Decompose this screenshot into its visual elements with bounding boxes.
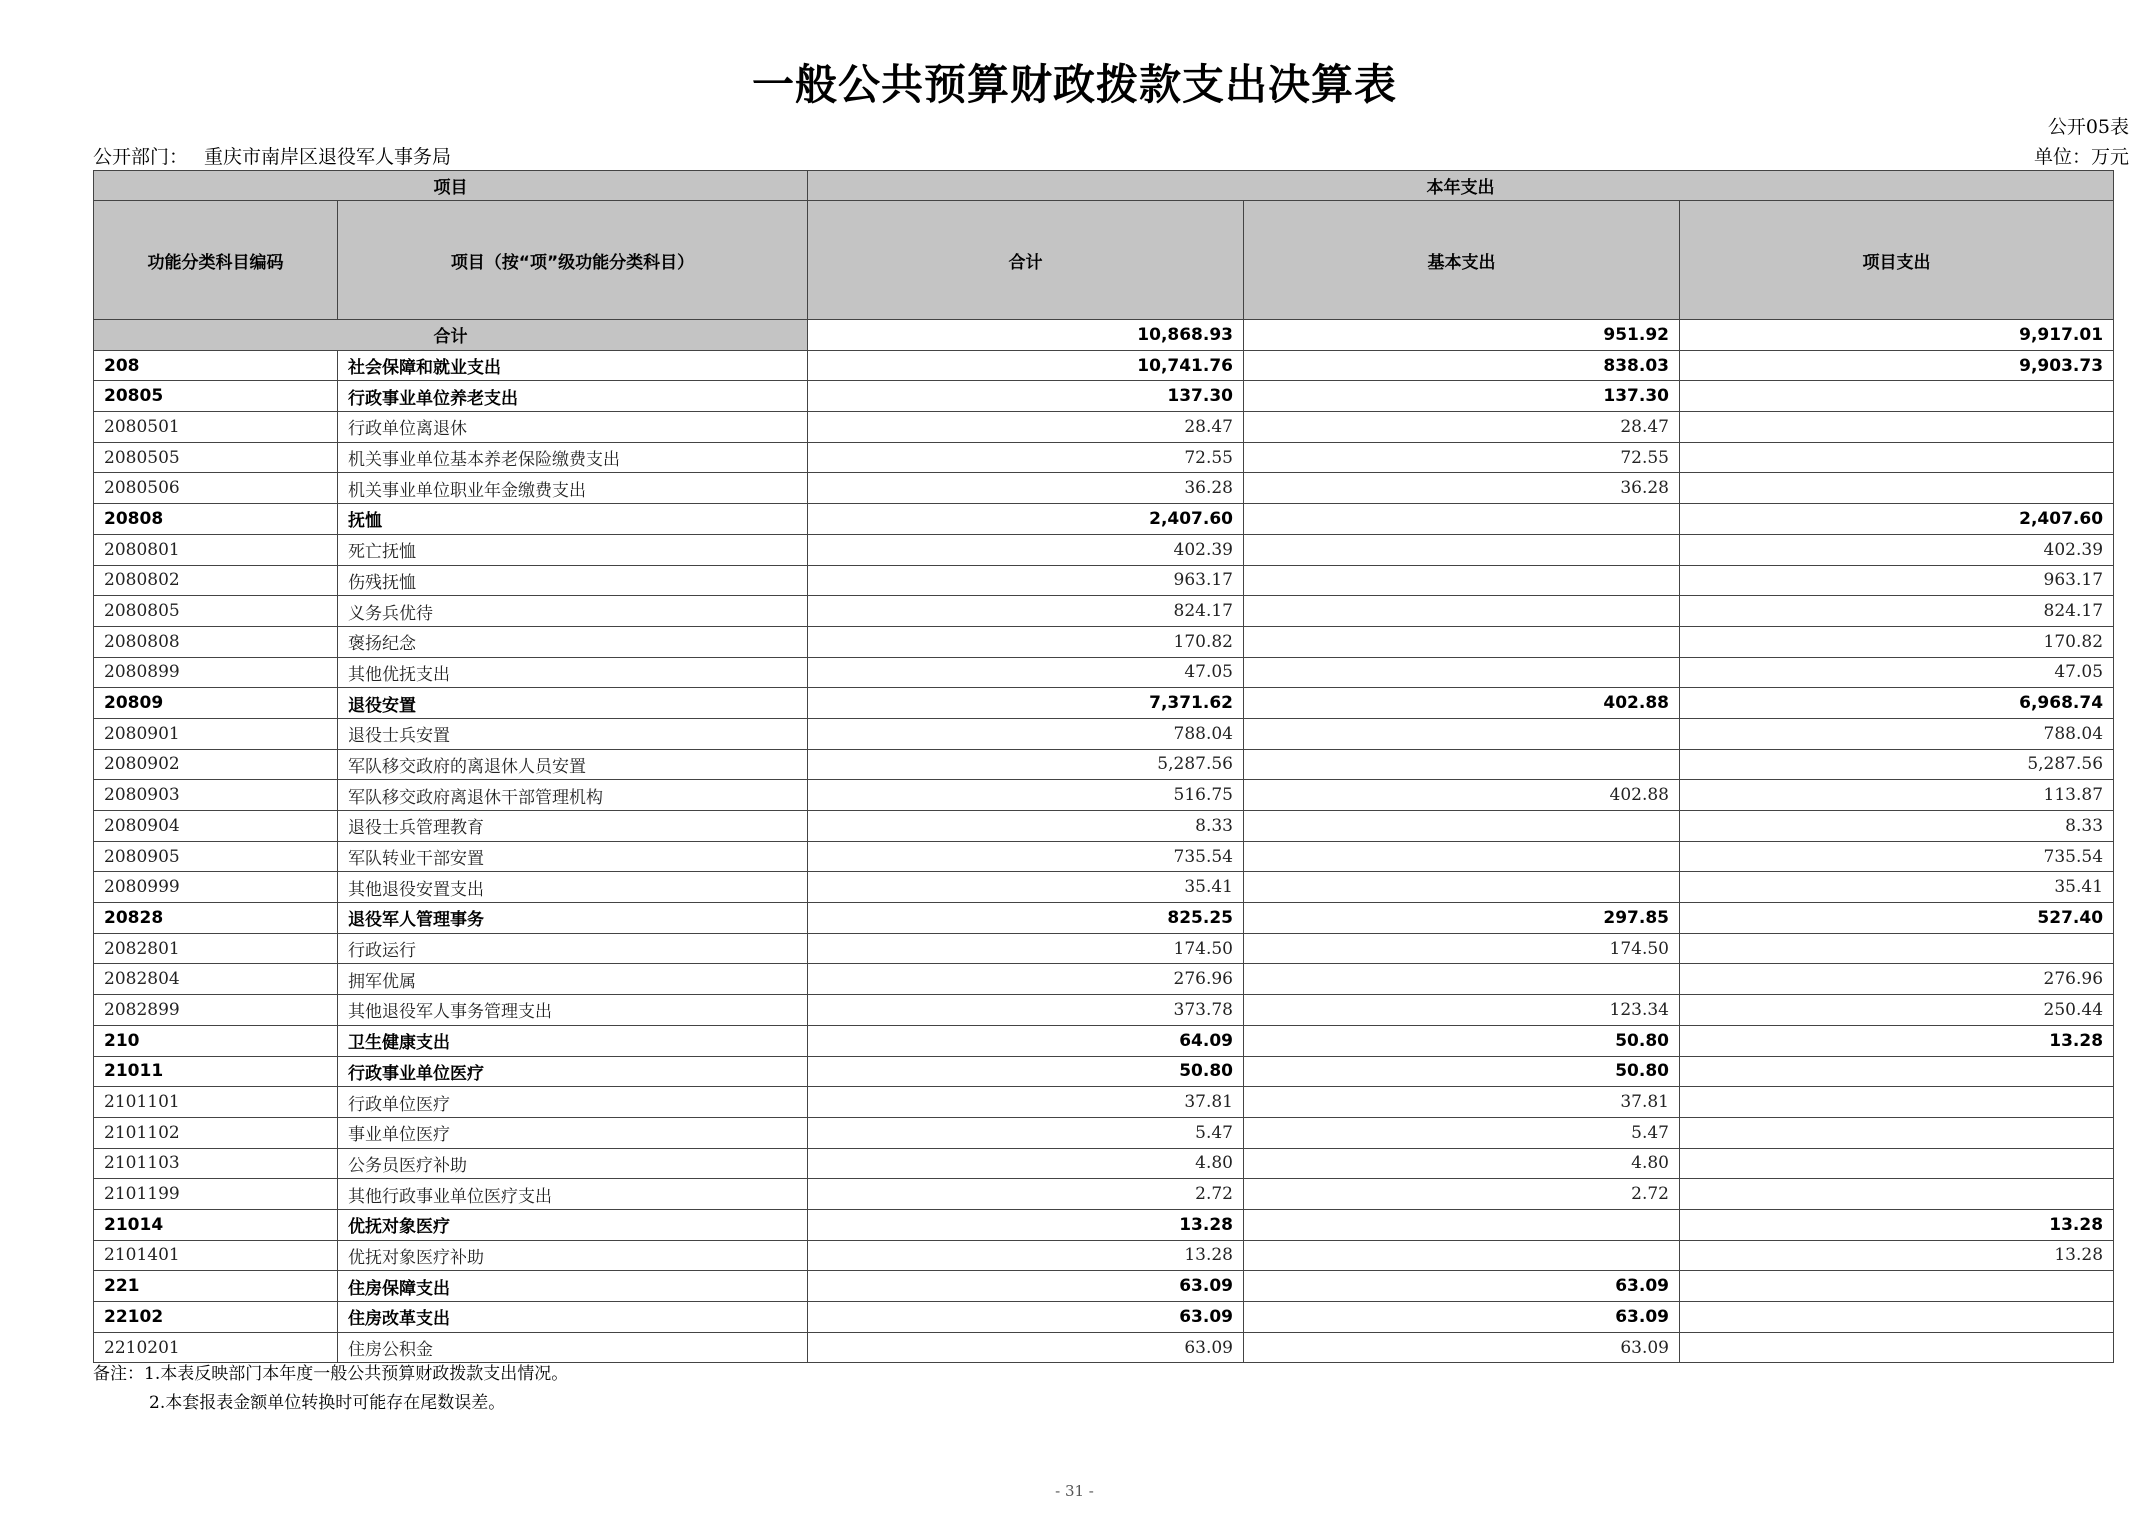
row-project <box>1680 1087 2114 1118</box>
row-code: 2080902 <box>94 749 338 780</box>
table-row <box>94 933 2114 964</box>
table-row <box>94 534 2114 565</box>
table-row <box>94 780 2114 811</box>
row-project <box>1680 381 2114 412</box>
row-project <box>1680 1179 2114 1210</box>
row-total: 10,741.76 <box>808 350 1244 381</box>
row-project: 13.28 <box>1680 1209 2114 1240</box>
row-total: 13.28 <box>808 1240 1244 1271</box>
table-row <box>94 872 2114 903</box>
row-project <box>1680 412 2114 443</box>
row-name: 行政运行 <box>338 933 808 964</box>
row-project: 824.17 <box>1680 596 2114 627</box>
row-name: 拥军优属 <box>338 964 808 995</box>
page-number: - 31 - <box>1055 1482 1094 1500</box>
row-basic: 63.09 <box>1244 1332 1680 1363</box>
row-code: 21011 <box>94 1056 338 1087</box>
row-project: 402.39 <box>1680 534 2114 565</box>
row-code: 2080501 <box>94 412 338 443</box>
row-code: 21014 <box>94 1209 338 1240</box>
row-basic: 838.03 <box>1244 350 1680 381</box>
row-project <box>1680 1148 2114 1179</box>
row-code: 2080901 <box>94 718 338 749</box>
row-basic: 36.28 <box>1244 473 1680 504</box>
table-row <box>94 1148 2114 1179</box>
row-name: 行政单位医疗 <box>338 1087 808 1118</box>
row-code: 2080801 <box>94 534 338 565</box>
row-project <box>1680 442 2114 473</box>
row-code: 2080805 <box>94 596 338 627</box>
row-name: 机关事业单位职业年金缴费支出 <box>338 473 808 504</box>
total-label: 合计 <box>94 320 808 351</box>
row-basic <box>1244 534 1680 565</box>
header-total: 合计 <box>808 201 1244 320</box>
table-row <box>94 657 2114 688</box>
row-total: 37.81 <box>808 1087 1244 1118</box>
row-basic <box>1244 749 1680 780</box>
row-code: 2080899 <box>94 657 338 688</box>
total-basic: 951.92 <box>1244 320 1680 351</box>
row-name: 退役士兵管理教育 <box>338 811 808 842</box>
row-basic: 123.34 <box>1244 995 1680 1026</box>
table-row <box>94 718 2114 749</box>
table-row <box>94 995 2114 1026</box>
row-code: 2101102 <box>94 1117 338 1148</box>
row-code: 2101103 <box>94 1148 338 1179</box>
row-project <box>1680 933 2114 964</box>
row-basic: 2.72 <box>1244 1179 1680 1210</box>
row-name: 抚恤 <box>338 504 808 535</box>
row-project <box>1680 473 2114 504</box>
row-total: 28.47 <box>808 412 1244 443</box>
row-basic: 72.55 <box>1244 442 1680 473</box>
row-total: 402.39 <box>808 534 1244 565</box>
row-code: 20805 <box>94 381 338 412</box>
row-name: 事业单位医疗 <box>338 1117 808 1148</box>
row-project: 170.82 <box>1680 626 2114 657</box>
table-row <box>94 1117 2114 1148</box>
row-project: 5,287.56 <box>1680 749 2114 780</box>
row-total: 5.47 <box>808 1117 1244 1148</box>
notes <box>93 1360 568 1418</box>
row-project: 113.87 <box>1680 780 2114 811</box>
row-total: 35.41 <box>808 872 1244 903</box>
row-code: 20809 <box>94 688 338 719</box>
department-label: 公开部门： <box>93 146 189 168</box>
row-basic <box>1244 841 1680 872</box>
row-name: 住房保障支出 <box>338 1271 808 1302</box>
row-name: 退役军人管理事务 <box>338 903 808 934</box>
row-project <box>1680 1117 2114 1148</box>
row-total: 50.80 <box>808 1056 1244 1087</box>
row-basic: 50.80 <box>1244 1056 1680 1087</box>
row-total: 2,407.60 <box>808 504 1244 535</box>
row-project <box>1680 1332 2114 1363</box>
expenditure-table <box>93 170 2114 1363</box>
row-project <box>1680 1302 2114 1333</box>
row-name: 行政事业单位养老支出 <box>338 381 808 412</box>
header-code: 功能分类科目编码 <box>94 201 338 320</box>
row-project: 8.33 <box>1680 811 2114 842</box>
row-basic: 297.85 <box>1244 903 1680 934</box>
row-name: 死亡抚恤 <box>338 534 808 565</box>
row-name: 其他优抚支出 <box>338 657 808 688</box>
row-code: 2082804 <box>94 964 338 995</box>
row-code: 2080505 <box>94 442 338 473</box>
row-project: 6,968.74 <box>1680 688 2114 719</box>
table-row <box>94 964 2114 995</box>
row-name: 褒扬纪念 <box>338 626 808 657</box>
row-name: 行政事业单位医疗 <box>338 1056 808 1087</box>
note-1: 备注：1.本表反映部门本年度一般公共预算财政拨款支出情况。 <box>93 1364 569 1384</box>
row-code: 20808 <box>94 504 338 535</box>
row-code: 2080802 <box>94 565 338 596</box>
row-code: 2210201 <box>94 1332 338 1363</box>
row-code: 2080905 <box>94 841 338 872</box>
row-basic: 402.88 <box>1244 780 1680 811</box>
header-basic: 基本支出 <box>1244 201 1680 320</box>
row-name: 伤残抚恤 <box>338 565 808 596</box>
row-name: 住房公积金 <box>338 1332 808 1363</box>
row-code: 2080506 <box>94 473 338 504</box>
table-row <box>94 626 2114 657</box>
table-row <box>94 749 2114 780</box>
row-basic <box>1244 964 1680 995</box>
header-project: 项目 <box>94 171 808 201</box>
page-title: 一般公共预算财政拨款支出决算表 <box>751 60 1397 109</box>
row-project: 735.54 <box>1680 841 2114 872</box>
row-name: 退役安置 <box>338 688 808 719</box>
row-total: 13.28 <box>808 1209 1244 1240</box>
table-row <box>94 442 2114 473</box>
unit-label: 单位：万元 <box>2033 146 2129 168</box>
row-code: 2080808 <box>94 626 338 657</box>
row-name: 行政单位离退休 <box>338 412 808 443</box>
table-row <box>94 350 2114 381</box>
row-total: 5,287.56 <box>808 749 1244 780</box>
row-total: 4.80 <box>808 1148 1244 1179</box>
row-name: 优抚对象医疗补助 <box>338 1240 808 1271</box>
row-project: 788.04 <box>1680 718 2114 749</box>
row-name: 住房改革支出 <box>338 1302 808 1333</box>
row-name: 优抚对象医疗 <box>338 1209 808 1240</box>
table-number: 公开05表 <box>2047 116 2129 138</box>
row-basic <box>1244 504 1680 535</box>
row-name: 退役士兵安置 <box>338 718 808 749</box>
row-basic <box>1244 626 1680 657</box>
row-name: 公务员医疗补助 <box>338 1148 808 1179</box>
row-basic: 4.80 <box>1244 1148 1680 1179</box>
header-name: 项目（按“项”级功能分类科目） <box>338 201 808 320</box>
row-project: 35.41 <box>1680 872 2114 903</box>
row-total: 735.54 <box>808 841 1244 872</box>
department-name: 重庆市南岸区退役军人事务局 <box>204 146 452 168</box>
table-row <box>94 688 2114 719</box>
row-project: 9,903.73 <box>1680 350 2114 381</box>
row-total: 825.25 <box>808 903 1244 934</box>
row-code: 2080903 <box>94 780 338 811</box>
row-project <box>1680 1271 2114 1302</box>
row-name: 军队移交政府的离退休人员安置 <box>338 749 808 780</box>
table-row <box>94 1025 2114 1056</box>
row-name: 其他行政事业单位医疗支出 <box>338 1179 808 1210</box>
row-basic <box>1244 872 1680 903</box>
row-basic <box>1244 596 1680 627</box>
row-total: 170.82 <box>808 626 1244 657</box>
total-amount: 10,868.93 <box>808 320 1244 351</box>
table-row <box>94 381 2114 412</box>
row-project: 47.05 <box>1680 657 2114 688</box>
row-name: 社会保障和就业支出 <box>338 350 808 381</box>
table-row <box>94 1332 2114 1363</box>
row-basic: 174.50 <box>1244 933 1680 964</box>
table-row <box>94 565 2114 596</box>
total-row <box>94 320 2114 351</box>
row-project: 527.40 <box>1680 903 2114 934</box>
table-row <box>94 903 2114 934</box>
row-project: 250.44 <box>1680 995 2114 1026</box>
row-total: 963.17 <box>808 565 1244 596</box>
row-name: 义务兵优待 <box>338 596 808 627</box>
row-total: 7,371.62 <box>808 688 1244 719</box>
row-total: 63.09 <box>808 1302 1244 1333</box>
row-code: 208 <box>94 350 338 381</box>
row-basic: 5.47 <box>1244 1117 1680 1148</box>
table-row <box>94 1209 2114 1240</box>
row-code: 2082801 <box>94 933 338 964</box>
table-row <box>94 1271 2114 1302</box>
table-row <box>94 841 2114 872</box>
header-project-expenditure: 项目支出 <box>1680 201 2114 320</box>
department-line <box>93 142 451 169</box>
note-2: 2.本套报表金额单位转换时可能存在尾数误差。 <box>149 1393 506 1413</box>
table-row <box>94 1240 2114 1271</box>
row-code: 22102 <box>94 1302 338 1333</box>
row-basic: 28.47 <box>1244 412 1680 443</box>
row-name: 军队转业干部安置 <box>338 841 808 872</box>
row-basic: 63.09 <box>1244 1302 1680 1333</box>
row-total: 64.09 <box>808 1025 1244 1056</box>
row-project: 13.28 <box>1680 1240 2114 1271</box>
row-code: 2101101 <box>94 1087 338 1118</box>
row-basic <box>1244 565 1680 596</box>
row-code: 2082899 <box>94 995 338 1026</box>
row-total: 276.96 <box>808 964 1244 995</box>
row-project <box>1680 1056 2114 1087</box>
row-total: 373.78 <box>808 995 1244 1026</box>
row-total: 63.09 <box>808 1332 1244 1363</box>
table-row <box>94 473 2114 504</box>
row-basic: 50.80 <box>1244 1025 1680 1056</box>
row-basic <box>1244 1209 1680 1240</box>
row-code: 20828 <box>94 903 338 934</box>
row-code: 2101401 <box>94 1240 338 1271</box>
row-code: 2101199 <box>94 1179 338 1210</box>
table-row <box>94 412 2114 443</box>
row-project: 2,407.60 <box>1680 504 2114 535</box>
row-name: 其他退役安置支出 <box>338 872 808 903</box>
row-total: 788.04 <box>808 718 1244 749</box>
row-project: 276.96 <box>1680 964 2114 995</box>
row-basic <box>1244 718 1680 749</box>
row-code: 2080904 <box>94 811 338 842</box>
table-row <box>94 811 2114 842</box>
row-name: 卫生健康支出 <box>338 1025 808 1056</box>
row-total: 47.05 <box>808 657 1244 688</box>
table-row <box>94 1302 2114 1333</box>
row-project: 13.28 <box>1680 1025 2114 1056</box>
table-row <box>94 1056 2114 1087</box>
row-total: 72.55 <box>808 442 1244 473</box>
row-total: 63.09 <box>808 1271 1244 1302</box>
header-current-year: 本年支出 <box>808 171 2114 201</box>
row-project: 963.17 <box>1680 565 2114 596</box>
row-basic: 402.88 <box>1244 688 1680 719</box>
row-total: 174.50 <box>808 933 1244 964</box>
row-basic: 37.81 <box>1244 1087 1680 1118</box>
table-row <box>94 596 2114 627</box>
row-total: 137.30 <box>808 381 1244 412</box>
row-basic <box>1244 811 1680 842</box>
row-code: 210 <box>94 1025 338 1056</box>
table-row <box>94 1179 2114 1210</box>
total-project: 9,917.01 <box>1680 320 2114 351</box>
table-row <box>94 1087 2114 1118</box>
row-name: 机关事业单位基本养老保险缴费支出 <box>338 442 808 473</box>
row-basic <box>1244 657 1680 688</box>
row-basic <box>1244 1240 1680 1271</box>
row-total: 516.75 <box>808 780 1244 811</box>
row-total: 36.28 <box>808 473 1244 504</box>
row-basic: 63.09 <box>1244 1271 1680 1302</box>
row-code: 2080999 <box>94 872 338 903</box>
row-name: 其他退役军人事务管理支出 <box>338 995 808 1026</box>
row-code: 221 <box>94 1271 338 1302</box>
row-total: 2.72 <box>808 1179 1244 1210</box>
row-total: 824.17 <box>808 596 1244 627</box>
row-total: 8.33 <box>808 811 1244 842</box>
row-basic: 137.30 <box>1244 381 1680 412</box>
row-name: 军队移交政府离退休干部管理机构 <box>338 780 808 811</box>
table-row <box>94 504 2114 535</box>
